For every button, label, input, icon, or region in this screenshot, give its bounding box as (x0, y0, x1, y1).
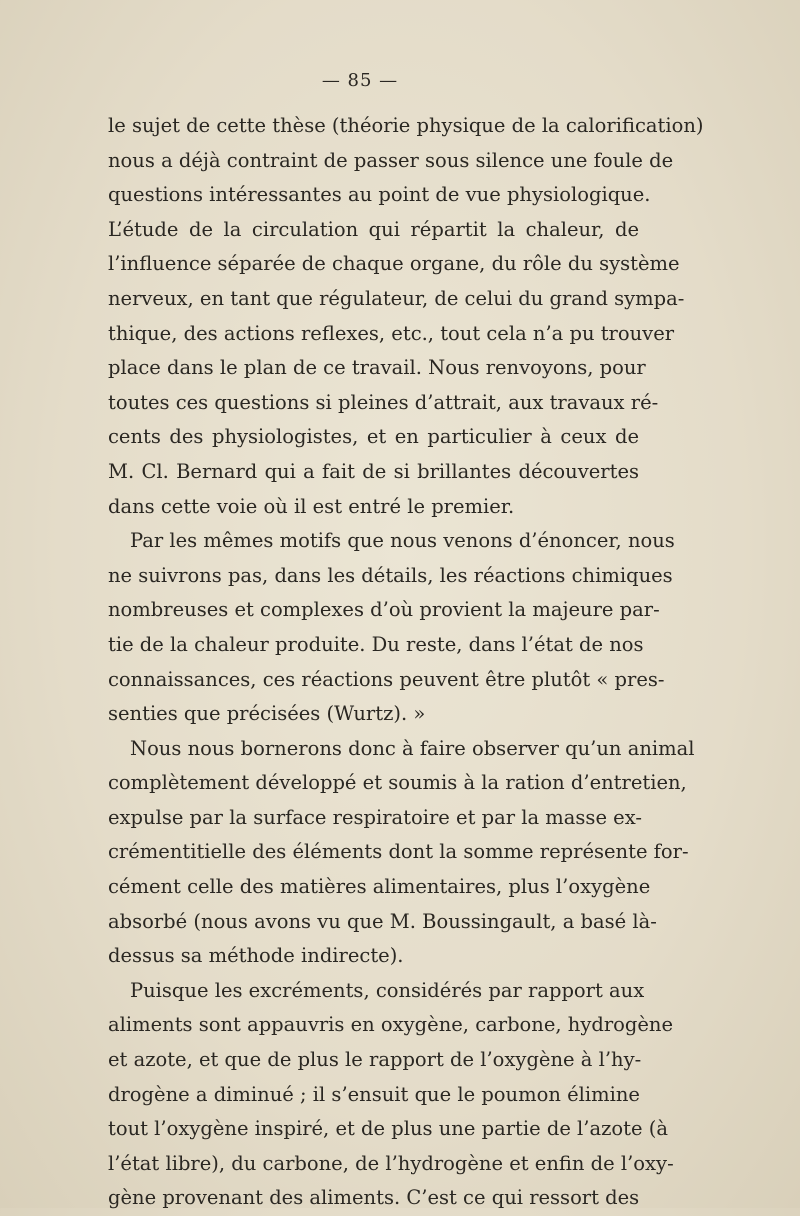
text-line: nombreuses et complexes d’où provient la majeure par- (108, 598, 660, 622)
text-line: cément celle des matières alimentaires, plus l’oxygène (108, 875, 651, 899)
text-line: L’étude de la circulation qui répartit la chaleur, de (108, 217, 639, 241)
page-number: — 85 — (321, 70, 399, 91)
text-line: l’influence séparée de chaque organe, du rôle du système (108, 252, 680, 276)
text-line: gène provenant des aliments. C’est ce qui ressort des (108, 1186, 640, 1210)
text-line: senties que précisées (Wurtz). » (108, 702, 426, 726)
text-line: thique, des actions reflexes, etc., tout cela n’a pu trouver (108, 321, 675, 345)
text-line: Puisque les excréments, considérés par rapport aux (130, 978, 645, 1002)
text-line: questions intéressantes au point de vue physiologique. (108, 183, 651, 207)
text-line: dessus sa méthode indirecte). (108, 944, 404, 968)
text-line: cents des physiologistes, et en particulier à ceux de (108, 425, 639, 449)
text-line: absorbé (nous avons vu que M. Boussingault, a basé là- (108, 909, 657, 933)
text-line: Par les mêmes motifs que nous venons d’énoncer, nous (130, 529, 675, 553)
text-line: complètement développé et soumis à la ration d’entretien, (108, 771, 687, 795)
text-line: place dans le plan de ce travail. Nous renvoyons, pour (108, 356, 646, 380)
text-line: aliments sont appauvris en oxygène, carbone, hydrogène (108, 1013, 674, 1037)
text-line: et azote, et que de plus le rapport de l’oxygène à l’hy- (108, 1048, 642, 1072)
text-line: nerveux, en tant que régulateur, de celui du grand sympa- (108, 286, 685, 310)
text-line: ne suivrons pas, dans les détails, les réactions chimiques (108, 563, 673, 587)
text-line: tout l’oxygène inspiré, et de plus une partie de l’azote (à (108, 1117, 668, 1141)
text-line: expulse par la surface respiratoire et par la masse ex- (108, 805, 642, 829)
text-line: toutes ces questions si pleines d’attrait, aux travaux ré- (108, 390, 659, 414)
text-line: l’état libre), du carbone, de l’hydrogène et enfin de l’oxy- (108, 1151, 674, 1175)
text-line: dans cette voie où il est entré le premier. (108, 494, 515, 518)
text-line: crémentitielle des éléments dont la somme représente for- (108, 840, 689, 864)
text-line: drogène a diminué ; il s’ensuit que le poumon élimine (108, 1082, 640, 1106)
text-line: Nous nous bornerons donc à faire observer qu’un animal (130, 736, 695, 760)
body-text (108, 109, 704, 1216)
text-line: le sujet de cette thèse (théorie physique de la calorification) (108, 114, 704, 137)
text-line: M. Cl. Bernard qui a fait de si brillantes découvertes (108, 459, 639, 483)
text-line: nous a déjà contraint de passer sous silence une foule de (108, 148, 674, 172)
text-line: connaissances, ces réactions peuvent être plutôt « pres- (108, 667, 665, 691)
text-line: tie de la chaleur produite. Du reste, dans l’état de nos (108, 632, 644, 656)
